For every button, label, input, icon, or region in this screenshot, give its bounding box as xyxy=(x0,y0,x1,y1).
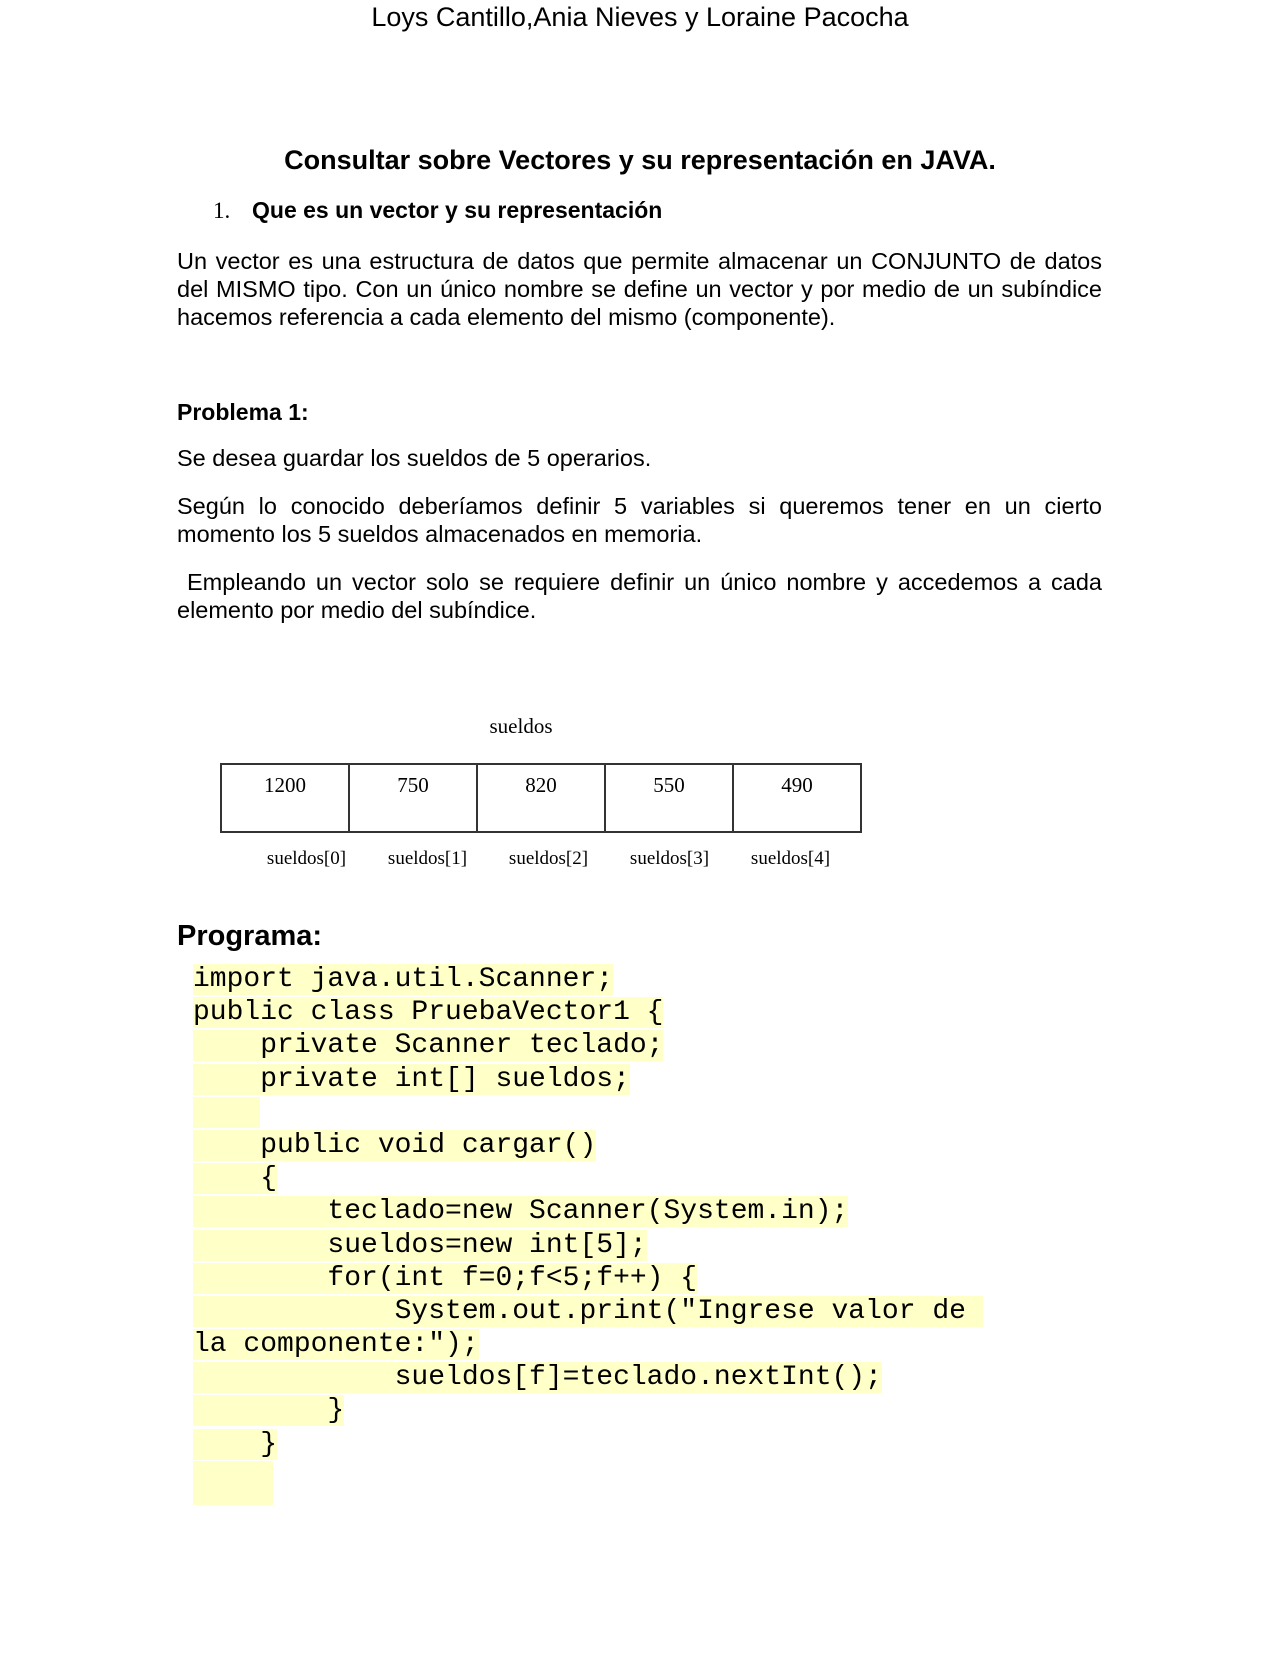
vector-index-label: sueldos[1] xyxy=(387,848,468,869)
vector-index-label: sueldos[3] xyxy=(629,848,710,869)
code-line xyxy=(193,1096,1093,1129)
vector-diagram xyxy=(214,712,864,882)
code-line xyxy=(193,1361,1093,1394)
code-line xyxy=(193,996,1093,1029)
code-line-text: teclado=new Scanner(System.in); xyxy=(193,1196,849,1228)
code-line xyxy=(193,1029,1093,1062)
vector-name-label: sueldos xyxy=(489,714,553,738)
vector-index-label: sueldos[2] xyxy=(508,848,589,869)
intro-paragraph: Un vector es una estructura de datos que permite almacenar un CONJUNTO de datos del MISMO tipo. Con un único nombre se define un vector y por medio de un subíndice hacemos referencia a cada elemento del mismo (componente). xyxy=(177,248,1102,330)
program-heading: Programa: xyxy=(177,920,323,952)
document-title: Consultar sobre Vectores y su representación en JAVA. xyxy=(284,145,996,175)
code-line-text: sueldos=new int[5]; xyxy=(193,1229,647,1261)
code-highlight-tail xyxy=(193,1461,273,1505)
code-line xyxy=(193,1063,1093,1096)
section-heading-text: Que es un vector y su representación xyxy=(252,197,663,223)
code-line xyxy=(193,963,1093,996)
code-line xyxy=(193,1295,1093,1328)
code-line xyxy=(193,1129,1093,1162)
code-line xyxy=(193,1195,1093,1228)
vector-cell: 550 xyxy=(606,765,734,831)
code-line-text: } xyxy=(193,1428,278,1460)
code-line-text: la componente:"); xyxy=(193,1329,479,1361)
code-line xyxy=(193,1262,1093,1295)
code-line-text: import java.util.Scanner; xyxy=(193,964,614,995)
code-line-text: public void cargar() xyxy=(193,1129,597,1161)
code-line-text: { xyxy=(193,1163,278,1195)
problem-explanation: Según lo conocido deberíamos definir 5 variables si queremos tener en un cierto momento los 5 sueldos almacenados en memoria. xyxy=(177,493,1102,547)
vector-note: Empleando un vector solo se requiere definir un único nombre y accedemos a cada elemento por medio del subíndice. xyxy=(177,569,1109,623)
vector-index-labels xyxy=(214,847,851,871)
code-line xyxy=(193,1428,1093,1461)
problem-heading: Problema 1: xyxy=(177,399,309,425)
vector-index-label: sueldos[4] xyxy=(750,848,831,869)
code-line-text xyxy=(193,1097,260,1128)
vector-cell: 490 xyxy=(734,765,862,831)
code-line xyxy=(193,1162,1093,1195)
code-line-text: for(int f=0;f<5;f++) { xyxy=(193,1262,698,1294)
vector-cell: 750 xyxy=(350,765,478,831)
code-line-text: public class PruebaVector1 { xyxy=(193,997,664,1029)
problem-statement: Se desea guardar los sueldos de 5 operarios. xyxy=(177,445,652,471)
code-line-text: } xyxy=(193,1395,345,1427)
code-line xyxy=(193,1229,1093,1262)
code-line xyxy=(193,1328,1093,1361)
section-number: 1. xyxy=(213,198,231,223)
code-block xyxy=(193,963,1093,1505)
code-line-text: private int[] sueldos; xyxy=(193,1063,630,1095)
code-line xyxy=(193,1394,1093,1427)
section-heading xyxy=(213,195,662,226)
code-line-text: sueldos[f]=teclado.nextInt(); xyxy=(193,1362,882,1394)
vector-cell: 1200 xyxy=(222,765,350,831)
vector-cell: 820 xyxy=(478,765,606,831)
code-line-text: System.out.print("Ingrese valor de xyxy=(193,1295,983,1327)
vector-cells xyxy=(220,763,862,833)
code-line-text: private Scanner teclado; xyxy=(193,1030,664,1062)
page-header-authors: Loys Cantillo,Ania Nieves y Loraine Pacocha xyxy=(371,2,909,32)
vector-index-label: sueldos[0] xyxy=(266,848,347,869)
